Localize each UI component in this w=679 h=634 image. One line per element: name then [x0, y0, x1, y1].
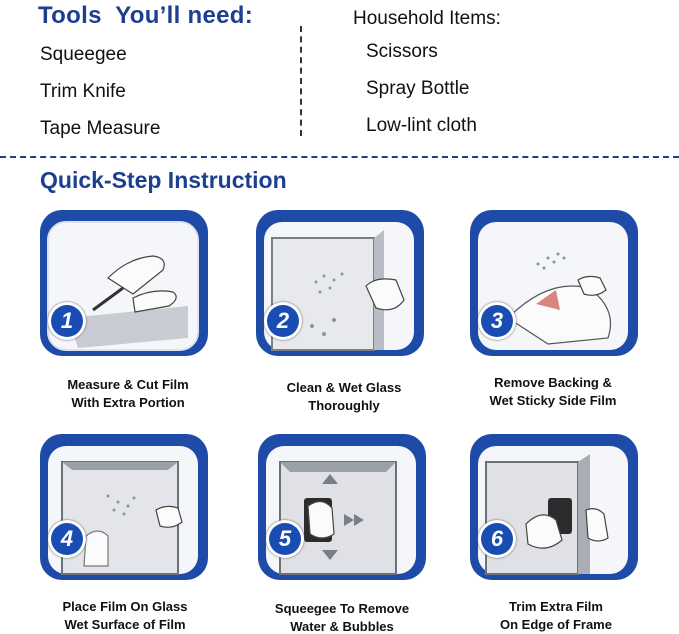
vertical-divider [300, 26, 302, 136]
quick-step-heading: Quick-Step Instruction [40, 167, 287, 193]
step-caption-6: Trim Extra Film On Edge of Frame [500, 599, 612, 632]
step-card-4 [38, 432, 210, 582]
step-number-badge: 5 [266, 520, 304, 558]
step-card-2 [254, 208, 426, 358]
tool-item-squeegee: Squeegee [40, 44, 127, 65]
tool-item-trim-knife: Trim Knife [40, 81, 126, 102]
step-card-3 [468, 208, 640, 358]
household-item-lint-cloth: Low-lint cloth [366, 115, 477, 136]
household-item-spray-bottle: Spray Bottle [366, 78, 470, 99]
step-caption-5: Squeegee To Remove Water & Bubbles [274, 601, 410, 634]
step-number-badge: 6 [478, 520, 516, 558]
step-number-badge: 4 [48, 520, 86, 558]
step-card-5 [256, 432, 428, 582]
step-caption-4: Place Film On Glass Wet Surface of Film [62, 599, 188, 632]
squeegee-illustration [256, 432, 428, 582]
step-number-badge: 1 [48, 302, 86, 340]
household-item-scissors: Scissors [366, 41, 438, 62]
step-card-6 [468, 432, 640, 582]
step-caption-2: Clean & Wet Glass Thoroughly [286, 380, 402, 413]
step-number-badge: 2 [264, 302, 302, 340]
household-heading: Household Items: [353, 8, 501, 29]
tools-heading: Tools You’ll need: [38, 2, 254, 29]
step-caption-1: Measure & Cut Film With Extra Portion [67, 377, 189, 410]
section-divider [0, 156, 679, 158]
trim-edge-illustration [468, 432, 640, 582]
tool-item-tape-measure: Tape Measure [40, 118, 161, 139]
step-number-badge: 3 [478, 302, 516, 340]
step-card-1 [38, 208, 210, 358]
place-film-illustration [38, 432, 210, 582]
step-caption-3: Remove Backing & Wet Sticky Side Film [489, 375, 617, 408]
